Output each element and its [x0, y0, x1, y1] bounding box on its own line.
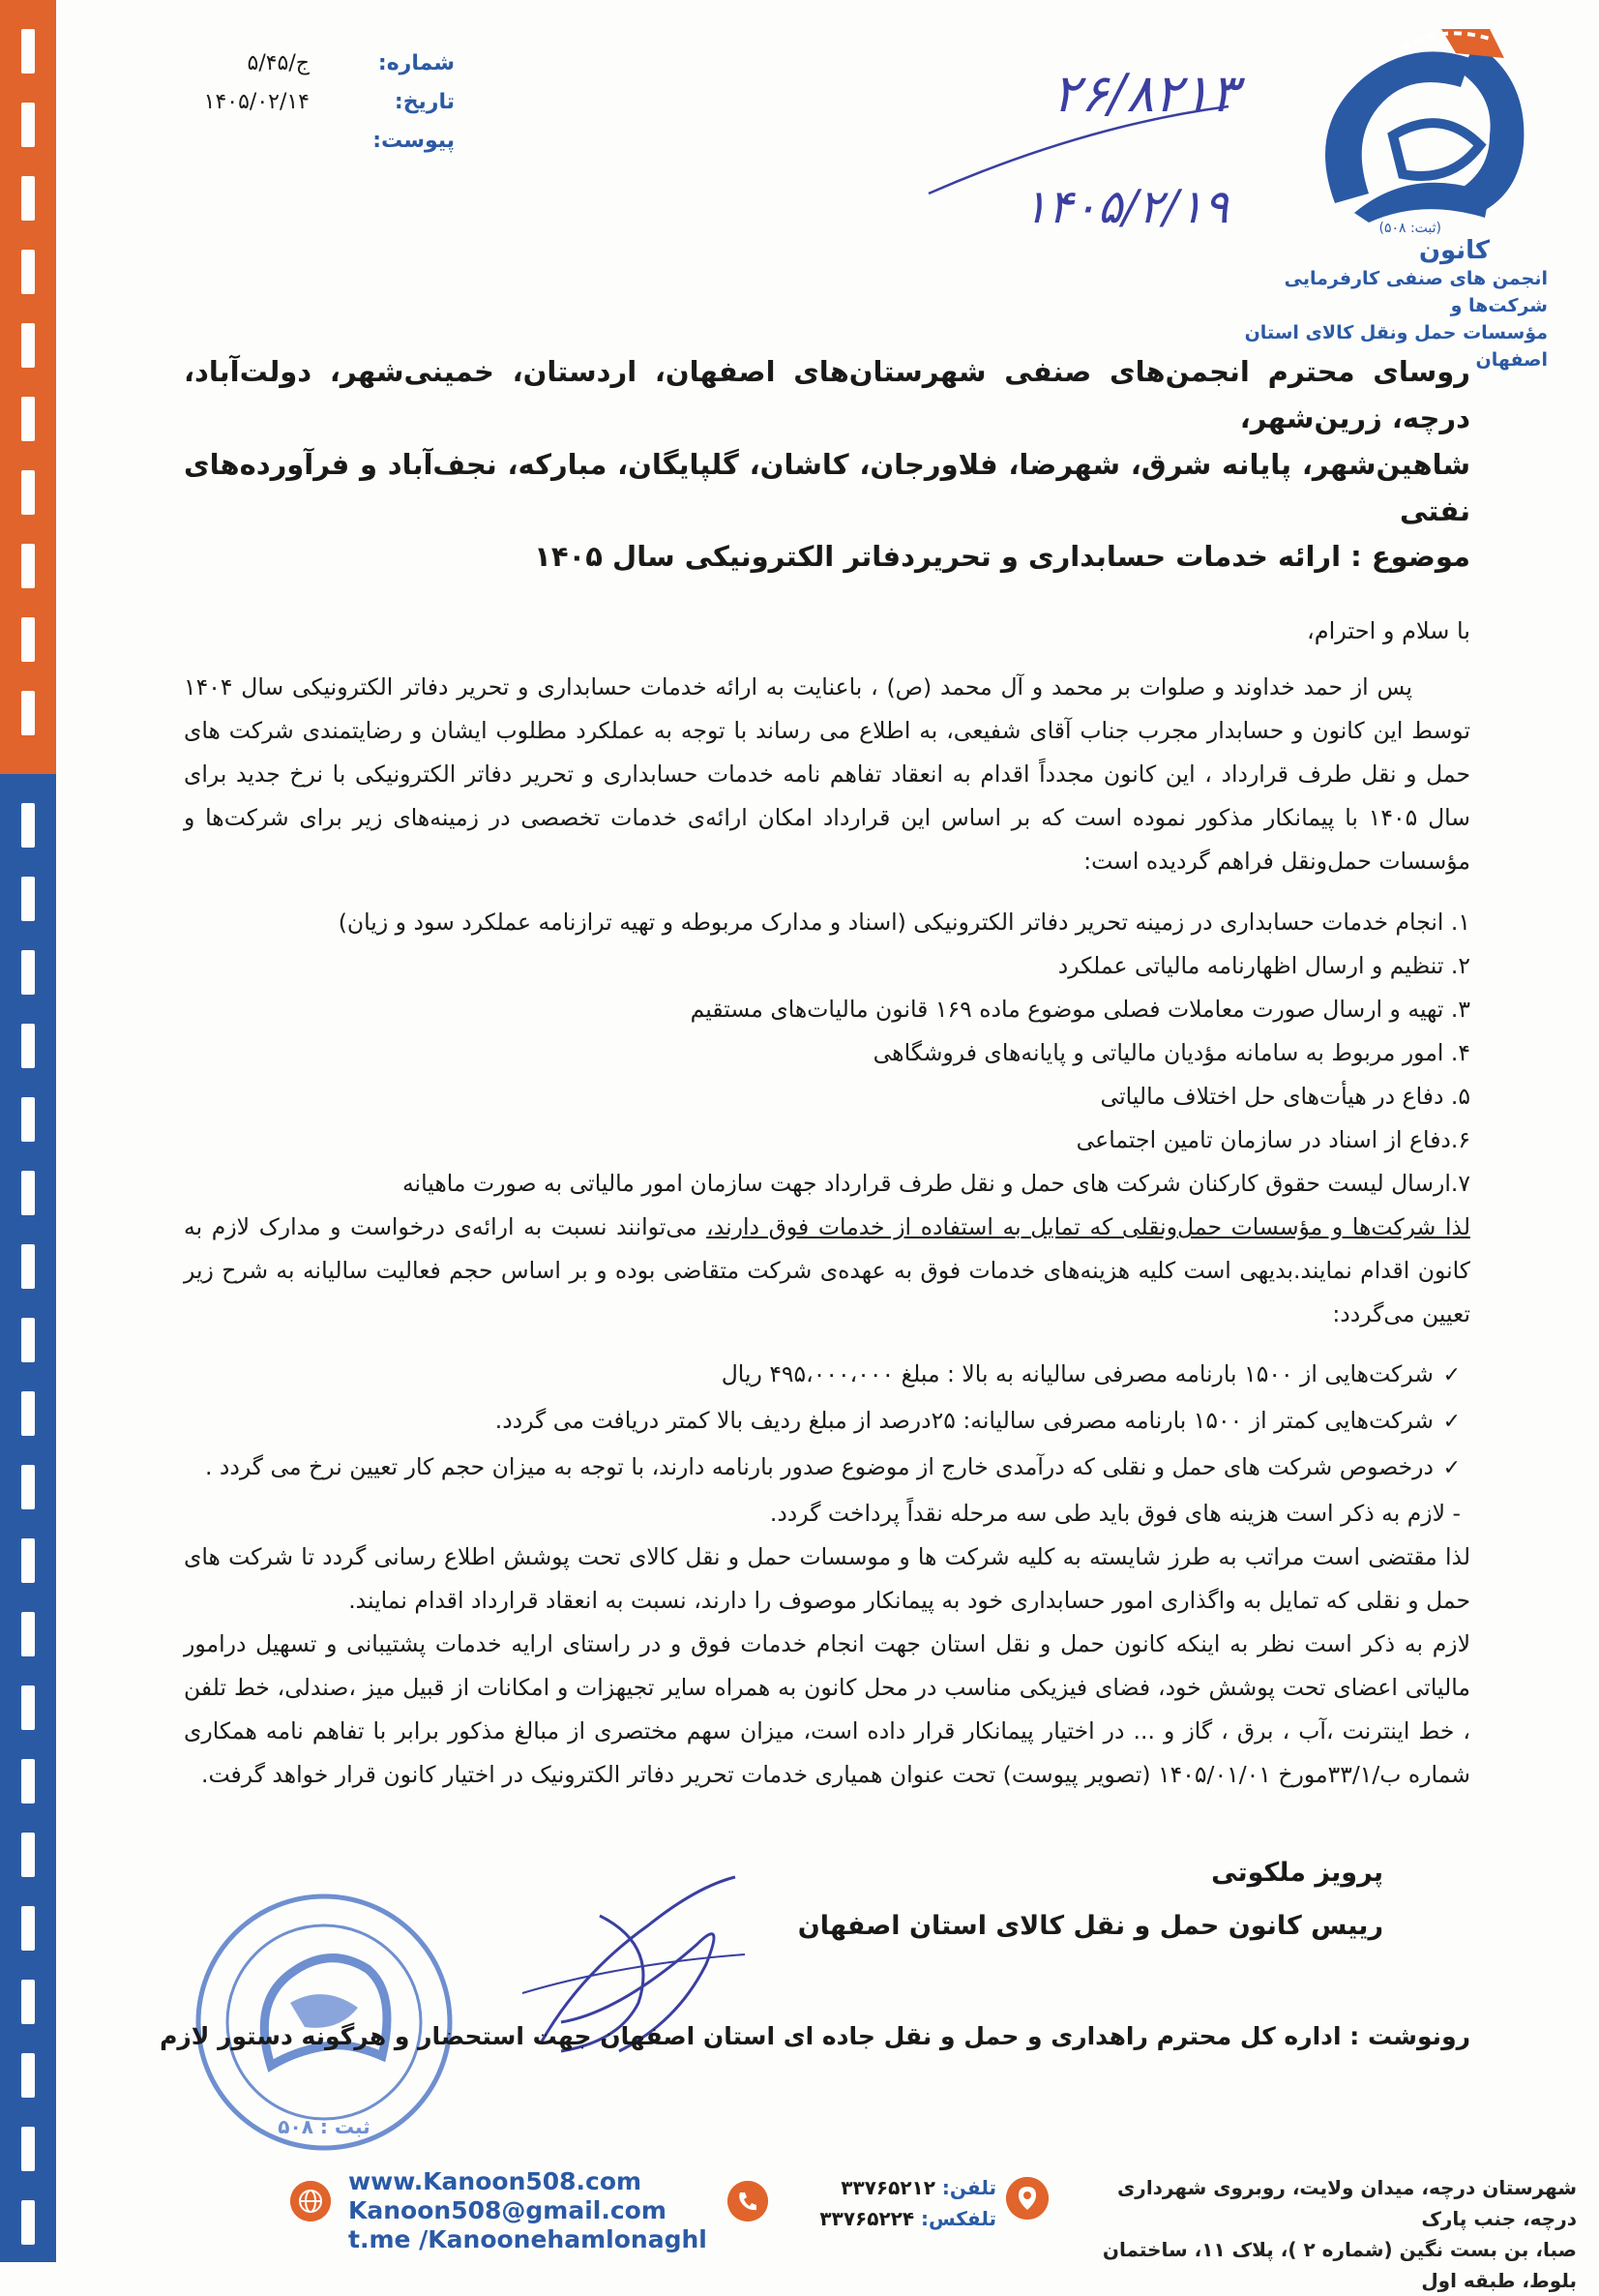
side-stripe-blue: [0, 774, 56, 2262]
handwritten-date: ۱۴۰۵/۲/۱۹: [1022, 180, 1229, 234]
closing-paragraph-2: لازم به ذکر است نظر به اینکه کانون حمل و نقل استان جهت انجام خدمات فوق و در راستای ارایه خدمات پشتیبانی و تسهیل درامور مالیاتی اعضای تحت پوشش خود، فضای فیزیکی مناسب در محل کانون به همراه سایر تجیهزات و امکانات از قبیل میز ،صندلی، خط تلفن ، خط اینترنت ،آب ، برق ، گاز و ... در اختیار پیمانکار قرار داده است، میزان سهم مختصری از مبالغ مذکور برابر با تفاهم نامه همکاری شماره ب/۳۳/۱مورخ ۱۴۰۵/۰۱/۰۱ (تصویر پیوست) تحت عنوان همیاری خدمات تحریر دفاتر الکترونیک در اختیار کانون قرار خواهد گرفت.: [184, 1630, 1470, 1788]
payment-note: - لازم به ذکر است هزینه های فوق باید طی سه مرحله نقداً پرداخت گردد.: [769, 1500, 1461, 1527]
side-stripe-orange: [0, 0, 56, 774]
footer-address-line-2: صبا، بن بست نگین (شماره ۲ )، پلاک ۱۱، ساختمان بلوط، طبقه اول: [1102, 2238, 1577, 2292]
carbon-copy: رونوشت : اداره کل محترم راهداری و حمل و نقل جاده ای استان اصفهان جهت استحضار و هرگونه دستور لازم: [160, 2022, 1470, 2050]
service-item: ۳. تهیه و ارسال صورت معاملات فصلی موضوع ماده ۱۶۹ قانون مالیات‌های مستقیم: [690, 996, 1470, 1023]
services-list: [184, 901, 1470, 1206]
tel-value: ۳۳۷۶۵۲۱۲: [841, 2176, 935, 2199]
handwritten-registration: [909, 39, 1258, 261]
footer-online-contacts: [348, 2167, 716, 2254]
footer-address-line-1: شهرستان درچه، میدان ولایت، روبروی شهرداری درچه، جنب پارک: [1116, 2176, 1577, 2230]
service-item: ۲. تنظیم و ارسال اظهارنامه مالیاتی عملکرد: [1057, 952, 1470, 979]
signer-title: رییس کانون حمل و نقل کالای استان اصفهان: [797, 1911, 1383, 1941]
fax-label: تلفکس:: [921, 2207, 996, 2230]
footer-fax: [774, 2203, 996, 2234]
letterhead-footer: [0, 2167, 1599, 2292]
meta-date: [135, 82, 455, 121]
closing-paragraph-1: لذا مقتضی است مراتب به طرز شایسته به کلیه شرکت ها و موسسات حمل و نقل کالای تحت پوشش اطلاع رسانی گردد تا شرکت های حمل و نقلی که تمایل به واگذاری امور حسابداری خود به پیمانکار موصوف را دارند، نسبت به انعقاد قرارداد اقدام نمایند.: [184, 1543, 1470, 1614]
website-link[interactable]: www.Kanoon508.com: [348, 2167, 642, 2195]
service-item: ۱. انجام خدمات حسابداری در زمینه تحریر دفاتر الکترونیکی (اسناد و مدارک مربوطه و تهیه ترازنامه عملکرد سود و زیان): [338, 909, 1470, 936]
service-item: ۷.ارسال لیست حقوق کارکنان شرکت های حمل و نقل طرف قرارداد جهت سازمان امور مالیاتی به صورت ماهیانه: [401, 1170, 1470, 1197]
meta-attachment-label: پیوست:: [372, 128, 455, 153]
letter-body: [184, 348, 1470, 1797]
letter-meta: [135, 44, 455, 160]
fee-item: [184, 1398, 1470, 1445]
greeting: با سلام و احترام،: [1306, 617, 1470, 644]
meta-date-label: تاریخ:: [394, 89, 455, 114]
meta-number-label: شماره:: [377, 50, 455, 75]
logo-registration: (ثبت: ۵۰۸): [1378, 221, 1441, 236]
request-underlined-text: لذا شرکت‌ها و مؤسسات حمل‌ونقلی که تمایل به استفاده از خدمات فوق دارند،: [706, 1213, 1470, 1240]
logo-line-1: انجمن های صنفی کارفرمایی شرکت‌ها و: [1284, 268, 1548, 316]
handwritten-number: ۲۶/۸۲۱۳: [1051, 63, 1238, 124]
tel-label: تلفن:: [941, 2176, 996, 2199]
fee-item-text: شرکت‌هایی کمتر از ۱۵۰۰ بارنامه مصرفی سالیانه: ۲۵درصد از مبلغ ردیف بالا کمتر دریافت می گردد.: [494, 1407, 1434, 1434]
fee-list: [184, 1352, 1470, 1536]
fee-item: [184, 1445, 1470, 1491]
meta-number-value: ج/۵/۴۵: [247, 50, 310, 75]
intro-paragraph: پس از حمد خداوند و صلوات بر محمد و آل محمد (ص) ، باعنایت به ارائه خدمات حسابداری و تحریر دفاتر الکترونیکی سال ۱۴۰۴ توسط این کانون و حسابدار مجرب جناب آقای شفیعی، به اطلاع می رساند با توجه به عملکرد مطلوب ایشان و رضایتمندی شرکت های حمل و نقل طرف قرارداد ، این کانون مجدداً اقدام به انعقاد تفاهم نامه خدمات حسابداری و تحریر دفاتر الکترونیکی با نرخ جدید برای سال ۱۴۰۵ با پیمانکار مذکور نموده است که بر اساس این قرارداد امکان ارائه‌ی خدمات تخصصی در زمینه‌های زیر برای شرکت‌ها و مؤسسات حمل‌ونقل فراهم گردیده است:: [184, 673, 1470, 875]
meta-attachment: [135, 121, 455, 160]
service-item: ۴. امور مربوط به سامانه مؤدیان مالیاتی و پایانه‌های فروشگاهی: [873, 1039, 1470, 1066]
meta-number: [135, 44, 455, 82]
check-icon: ✓: [1442, 1410, 1461, 1434]
logo-name: کانون: [1418, 236, 1490, 265]
request-rest-text: می‌توانند نسبت به ارائه‌ی درخواست و مدارک لازم به کانون اقدام نمایند.بدیهی است کلیه هزینه‌های خدمات فوق به عهده‌ی شرکت متقاضی بوده و بر اساس حجم فعالیت سالیانه به شرح زیر تعیین می‌گردد:: [184, 1213, 1470, 1327]
phone-icon: [727, 2181, 768, 2221]
fee-item-text: درخصوص شرکت های حمل و نقلی که درآمدی خارج از موضوع صدور بارنامه دارند، با توجه به میزان حجم کار تعیین نرخ می گردد .: [204, 1453, 1434, 1480]
request-paragraph: [184, 1206, 1470, 1336]
fax-value: ۳۳۷۶۵۲۲۴: [819, 2207, 915, 2230]
location-pin-icon: [1006, 2177, 1049, 2220]
service-item: ۵. دفاع در هیأت‌های حل اختلاف مالیاتی: [1100, 1083, 1470, 1110]
stamp-text: ثبت : ۵۰۸: [278, 2115, 370, 2138]
check-icon: ✓: [1442, 1456, 1461, 1480]
letter-subject: موضوع : ارائه خدمات حسابداری و تحریردفاتر الکترونیکی سال ۱۴۰۵: [534, 540, 1470, 573]
kanoon-logo-icon: [1296, 19, 1538, 223]
recipients-line-2: شاهین‌شهر، پایانه شرق، شهرضا، فلاورجان، کاشان، گلپایگان، مبارکه، نجف‌آباد و فرآورده‌های نفتی: [184, 448, 1470, 527]
meta-date-value: ۱۴۰۵/۰۲/۱۴: [203, 89, 310, 114]
logo-line-2: مؤسسات حمل ونقل کالای استان اصفهان: [1244, 322, 1548, 371]
telegram-link[interactable]: t.me /Kanoonehamlonaghl: [348, 2225, 707, 2253]
fee-item-text: شرکت‌هایی از ۱۵۰۰ بارنامه مصرفی سالیانه به بالا : مبلغ ۴۹۵،۰۰۰،۰۰۰ ریال: [721, 1360, 1434, 1387]
footer-phones: [774, 2172, 996, 2234]
email-link[interactable]: Kanoon508@gmail.com: [348, 2196, 666, 2224]
fee-item: [184, 1352, 1470, 1398]
recipients-line-1: روسای محترم انجمن‌های صنفی شهرستان‌های اصفهان، اردستان، خمینی‌شهر، دولت‌آباد، درچه، زرین‌شهر،: [184, 355, 1470, 434]
globe-icon: [290, 2181, 331, 2221]
signer-name: پرویز ملکوتی: [1211, 1858, 1383, 1888]
check-icon: ✓: [1442, 1363, 1461, 1387]
service-item: ۶.دفاع از اسناد در سازمان تامین اجتماعی: [1076, 1126, 1470, 1153]
footer-tel: [774, 2172, 996, 2203]
footer-address: [1064, 2172, 1577, 2296]
